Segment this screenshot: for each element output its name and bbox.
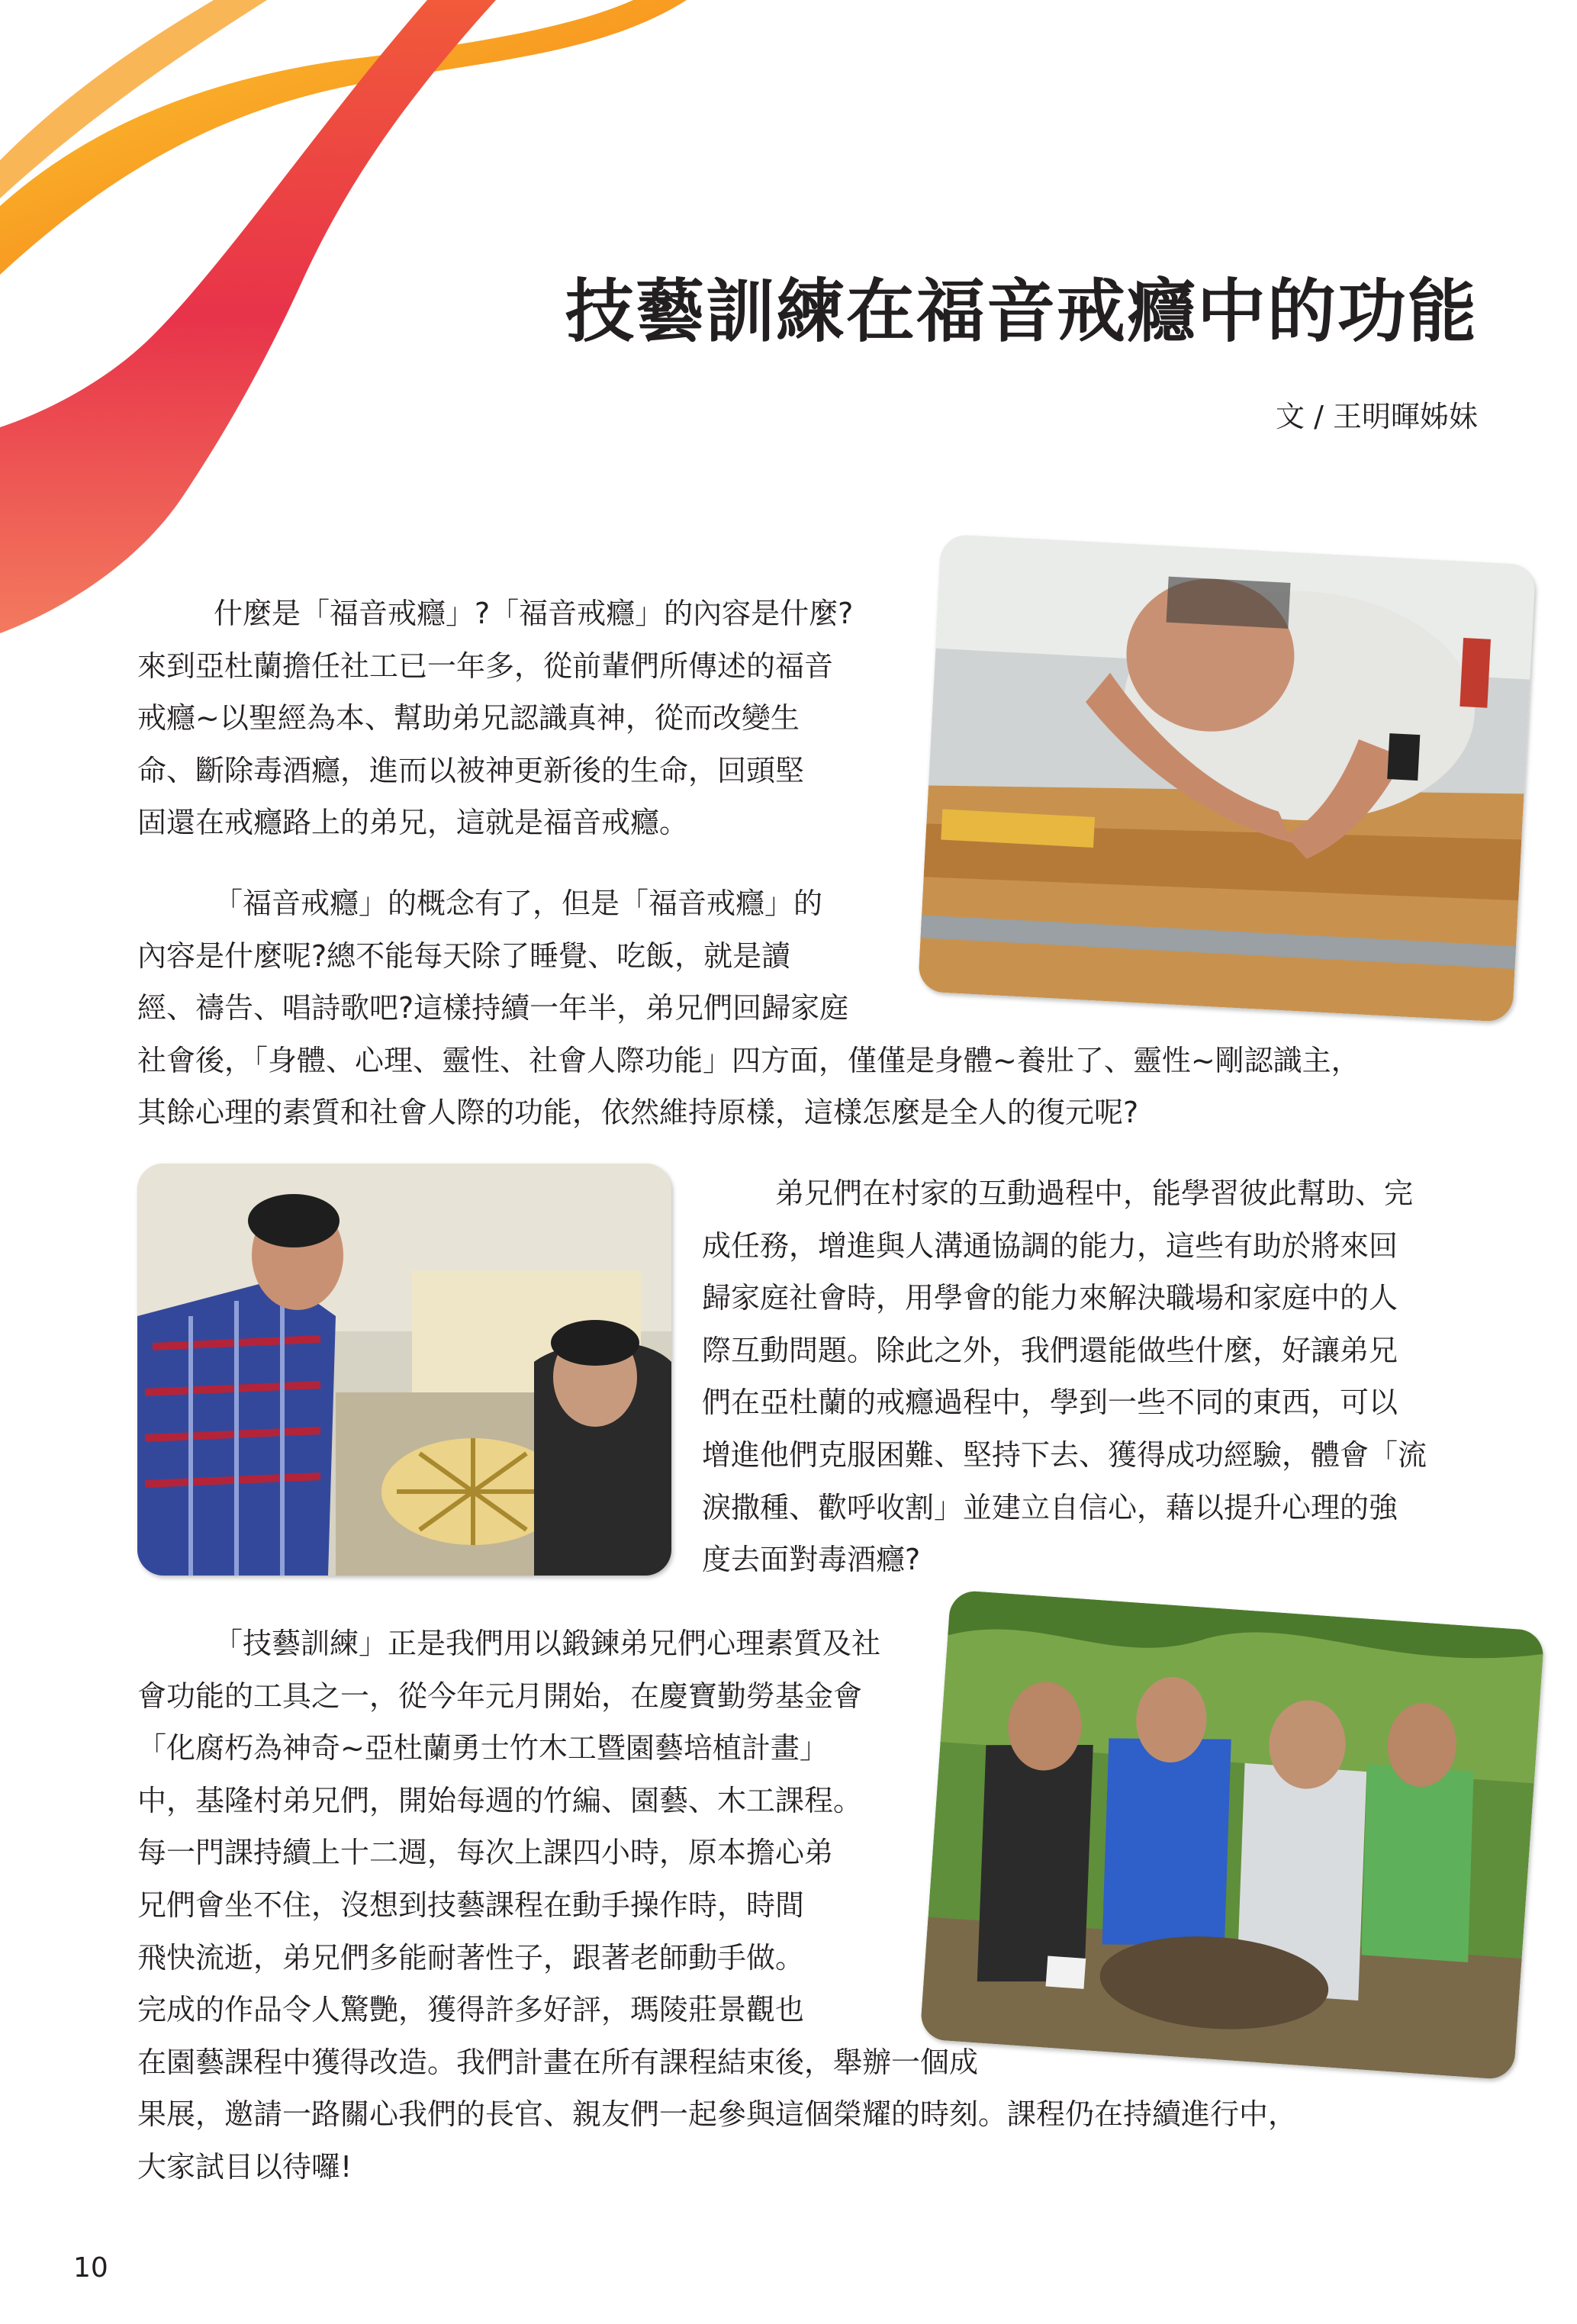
text-line: 經、禱告、唱詩歌吧?這樣持續一年半，弟兄們回歸家庭	[137, 991, 849, 1025]
author-byline: 文 / 王明暉姊妹	[1276, 400, 1478, 433]
text-line: 命、斷除毒酒癮，進而以被神更新後的生命，回頭堅	[137, 753, 805, 787]
text-line: 什麼是「福音戒癮」?「福音戒癮」的內容是什麼?	[214, 597, 854, 630]
text-line: 「技藝訓練」正是我們用以鍛鍊弟兄們心理素質及社	[214, 1627, 881, 1660]
paragraph-3	[702, 1167, 1511, 1586]
text-line: 歸家庭社會時，用學會的能力來解決職場和家庭中的人	[702, 1281, 1398, 1315]
paragraph-2	[137, 877, 1511, 1139]
text-line: 每一門課持續上十二週，每次上課四小時，原本擔心弟	[137, 1836, 834, 1870]
text-line: 完成的作品令人驚艷，獲得許多好評，瑪陵莊景觀也	[137, 1993, 805, 2027]
text-line: 果展，邀請一路關心我們的長官、親友們一起參與這個榮耀的時刻。課程仍在持續進行中，	[137, 2097, 1298, 2132]
text-line: 戒癮~以聖經為本、幫助弟兄認識真神，從而改變生	[137, 701, 800, 736]
text-line: 社會後，「身體、心理、靈性、社會人際功能」四方面，僅僅是身體~養壯了、靈性~剛認識主，	[137, 1043, 1360, 1077]
text-line: 弟兄們在村家的互動過程中，能學習彼此幫助、完	[775, 1176, 1414, 1210]
text-line: 淚撒種、歡呼收割」並建立自信心，藉以提升心理的強	[702, 1490, 1398, 1524]
text-line: 兄們會坐不住，沒想到技藝課程在動手操作時，時間	[137, 1888, 805, 1922]
text-line: 在園藝課程中獲得改造。我們計畫在所有課程結束後，舉辦一個成	[137, 2045, 979, 2079]
text-line: 內容是什麼呢?總不能每天除了睡覺、吃飯，就是讀	[137, 938, 791, 973]
page-number: 10	[73, 2252, 108, 2284]
text-line: 會功能的工具之一，從今年元月開始，在慶寶勤勞基金會	[137, 1679, 863, 1713]
text-line: 大家試目以待囉!	[137, 2149, 352, 2184]
text-line: 來到亞杜蘭擔任社工已一年多，從前輩們所傳述的福音	[137, 649, 834, 683]
text-line: 際互動問題。除此之外，我們還能做些什麼，好讓弟兄	[702, 1333, 1398, 1367]
paragraph-1	[137, 587, 923, 849]
paragraph-4	[137, 1617, 1511, 2194]
text-line: 中，基隆村弟兄們，開始每週的竹編、園藝、木工課程。	[137, 1783, 863, 1817]
text-line: 飛快流逝，弟兄們多能耐著性子，跟著老師動手做。	[137, 1940, 805, 1975]
article-title: 技藝訓練在福音戒癮中的功能	[565, 272, 1478, 352]
bamboo-weaving-photo	[137, 1164, 671, 1576]
text-line: 「化腐朽為神奇~亞杜蘭勇士竹木工暨園藝培植計畫」	[137, 1731, 829, 1766]
text-line: 其餘心理的素質和社會人際的功能，依然維持原樣，這樣怎麼是全人的復元呢?	[137, 1096, 1139, 1130]
text-line: 「福音戒癮」的概念有了，但是「福音戒癮」的	[214, 887, 823, 920]
text-line: 度去面對毒酒癮?	[702, 1543, 921, 1577]
text-line: 固還在戒癮路上的弟兄，這就是福音戒癮。	[137, 806, 689, 840]
text-line: 們在亞杜蘭的戒癮過程中，學到一些不同的東西，可以	[702, 1386, 1398, 1420]
text-line: 增進他們克服困難、堅持下去、獲得成功經驗，體會「流	[702, 1437, 1427, 1472]
text-line: 成任務，增進與人溝通協調的能力，這些有助於將來回	[702, 1228, 1398, 1263]
